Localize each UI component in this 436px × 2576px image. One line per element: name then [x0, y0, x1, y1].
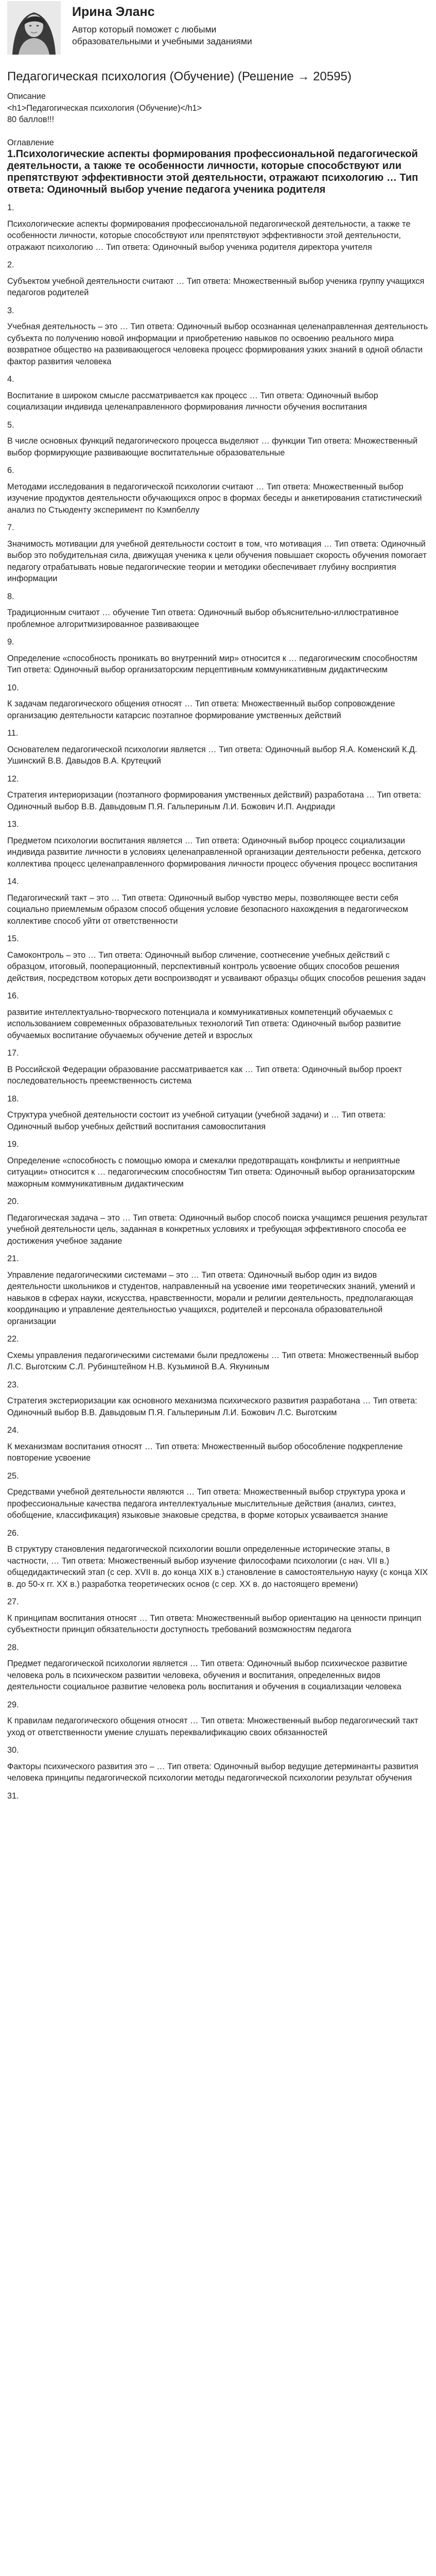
- question-text: Стратегия экстериоризации как основного механизма психического развития разработана … Тип ответа: Одиночный выбор В.В. Давыдовым П.Я. Гальпериным Л.И. Божович Л.С. Выготским: [7, 1396, 417, 1417]
- question-text: К правилам педагогического общения относят … Тип ответа: Множественный выбор педагогический такт уход от ответственности умение слушать переквалификацию своих обязанностей: [7, 1716, 418, 1737]
- question-text: Учебная деятельность – это … Тип ответа: Одиночный выбор осознанная целенаправленная деятельность субъекта по получению новой информации и приобретению навыков по освоению реального мира возвратное общество на развивающегося человека процесс формирования узких знаний в одной области фактор развития человека: [7, 322, 428, 366]
- toc-heading[interactable]: 1.Психологические аспекты формирования профессиональной педагогической деятельности, а также те особенности личности, которые способствуют или препятствуют эффективности этой деятельности, отражают психологию … Тип ответа: Одиночный выбор учение педагога ученика родителя: [7, 148, 418, 195]
- question-number: 30.: [7, 1745, 19, 1755]
- question-text: Управление педагогическими системами – это … Тип ответа: Одиночный выбор один из видов деятельности школьников и студентов, направленный на усвоение ими теоретических знаний, умений и навыков в сферах науки, искусства, нравственности, морали и религии деятельность, предполагающая координацию и управление деятельностью учащихся, родителей и персонала образовательной организации: [7, 1270, 415, 1326]
- question-number: 24.: [7, 1426, 19, 1435]
- question-number: 13.: [7, 820, 19, 829]
- question-text: развитие интеллектуально-творческого потенциала и коммуникативных компетенций обучаемых с использованием современных образовательных технологий Тип ответа: Одиночный выбор развитие обучаемых воспитание обучаемых обучение детей и взрослых: [7, 1007, 401, 1040]
- page-title: Педагогическая психология (Обучение) (Решение → 20595): [7, 70, 352, 83]
- author-avatar[interactable]: [7, 1, 61, 55]
- question-text: Методами исследования в педагогической психологии считают … Тип ответа: Множественный выбор изучение продуктов деятельности обучающихся опрос в формах беседы и анкетирования статистический анализ по Стьюденту эксперимент по Кэмпбеллу: [7, 482, 422, 515]
- question-text: Предметом психологии воспитания является … Тип ответа: Одиночный выбор процесс социализации индивида развитие личности в условиях целенаправленной организации деятельности ребенка, детского коллектива процесс целенаправленного формирования личности процесс обучения процесс воспитания: [7, 836, 421, 869]
- question-text: Субъектом учебной деятельности считают … Тип ответа: Множественный выбор ученика группу учащихся педагогов родителей: [7, 276, 425, 297]
- question-number: 5.: [7, 420, 14, 430]
- question-number: 6.: [7, 466, 14, 475]
- question-text: Средствами учебной деятельности являются … Тип ответа: Множественный выбор структура урока и профессиональные качества педагога интеллектуальные мыслительные действия (анализ, синтез, обобщение, классификация) языковые знаковые средства, в форме которых усваивается знание: [7, 1487, 406, 1520]
- question-number: 23.: [7, 1380, 19, 1389]
- question-text: Самоконтроль – это … Тип ответа: Одиночный выбор сличение, соотнесение учебных действий с образцом, итоговый, пооперационный, перспективный контроль усвоение общих способов решения действия, посредством которых дети воспроизводят и усваивают образцы общих способов решения задач: [7, 950, 426, 983]
- question-text: Определение «способность проникать во внутренний мир» относится к … педагогическим способностям Тип ответа: Одиночный выбор организаторским перцептивным коммуникативным дидактическим: [7, 653, 417, 674]
- question-number: 28.: [7, 1642, 19, 1652]
- question-text: Факторы психического развития это – … Тип ответа: Одиночный выбор ведущие детерминанты развития человека принципы педагогической психологии методы педагогической психологии результат обучения: [7, 1761, 418, 1783]
- question-text: В Российской Федерации образование рассматривается как … Тип ответа: Одиночный выбор проект последовательность преемственность система: [7, 1064, 403, 1086]
- toc-label: Оглавление: [7, 138, 54, 147]
- question-text: Основателем педагогической психологии является … Тип ответа: Одиночный выбор Я.А. Коменский К.Д. Ушинский В.В. Давыдов В.А. Крутецкий: [7, 744, 417, 766]
- toc-section: [7, 137, 429, 196]
- description-line: <h1>Педагогическая психология (Обучение)</h1>: [7, 103, 202, 113]
- question-number: 17.: [7, 1048, 19, 1058]
- question-text: К механизмам воспитания относят … Тип ответа: Множественный выбор обособление подкрепление повторение усвоение: [7, 1442, 403, 1463]
- question-number: 31.: [7, 1791, 19, 1801]
- question-text: Структура учебной деятельности состоит из учебной ситуации (учебной задачи) и … Тип ответа: Одиночный выбор учебных действий воспитания самовоспитания: [7, 1110, 386, 1131]
- question-text: Воспитание в широком смысле рассматривается как процесс … Тип ответа: Одиночный выбор социализации индивида целенаправленного формирования личности обучения воспитания: [7, 391, 378, 412]
- question-text: Значимость мотивации для учебной деятельности состоит в том, что мотивация … Тип ответа: Одиночный выбор это побудительная сила, движущая ученика к цели обучения повышает скорость обучения помогает педагогу отрабатывать новые педагогические теории и методики обеспечивает глубину восприятия информации: [7, 539, 427, 583]
- description-line: 80 баллов!!!: [7, 115, 55, 124]
- question-number: 3.: [7, 306, 14, 315]
- question-number: 12.: [7, 774, 19, 784]
- description-section: [7, 91, 429, 126]
- question-number: 10.: [7, 683, 19, 692]
- question-number: 18.: [7, 1094, 19, 1104]
- question-list: [7, 202, 429, 1802]
- question-number: 2.: [7, 260, 14, 269]
- description-label: Описание: [7, 92, 46, 101]
- question-text: К задачам педагогического общения относят … Тип ответа: Множественный выбор сопровождение организацию деятельности катарсис поэтапное формирование умственных действий: [7, 699, 395, 720]
- question-number: 15.: [7, 934, 19, 943]
- question-text: В числе основных функций педагогического процесса выделяют … функции Тип ответа: Множественный выбор формирующие развивающие воспитательные образовательные: [7, 436, 418, 457]
- question-text: Определение «способность с помощью юмора и смекалки предотвращать конфликты и неприятные ситуации» относится к … педагогическим способностям Тип ответа: Одиночный выбор организаторским мажорным коммуникативным дидактическим: [7, 1156, 415, 1189]
- question-number: 1.: [7, 203, 14, 212]
- question-number: 9.: [7, 637, 14, 647]
- question-number: 16.: [7, 991, 19, 1001]
- question-number: 25.: [7, 1471, 19, 1481]
- question-text: Стратегия интериоризации (поэтапного формирования умственных действий) разработана … Тип ответа: Одиночный выбор В.В. Давыдовым П.Я. Гальпериным Л.И. Божович И.П. Андриади: [7, 790, 421, 811]
- question-number: 7.: [7, 523, 14, 532]
- question-number: 19.: [7, 1140, 19, 1149]
- question-text: Предмет педагогической психологии является … Тип ответа: Одиночный выбор психическое развитие человека роль в психическом развитии человека, обучения и воспитания, определенных видов деятельности социальное развитие человека роль воспитания и обучения в социализации человека: [7, 1659, 408, 1691]
- question-number: 29.: [7, 1700, 19, 1709]
- question-number: 22.: [7, 1334, 19, 1344]
- question-text: Схемы управления педагогическими системами были предложены … Тип ответа: Множественный выбор Л.С. Выготским С.Л. Рубинштейном Н.В. Кузьминой В.А. Якуниным: [7, 1350, 419, 1371]
- question-text: Педагогическая задача – это … Тип ответа: Одиночный выбор способ поиска учащимся решения результат учебной деятельности цель, заданная в конкретных условиях и требующая эффективного способа ее достижения учебное задание: [7, 1213, 428, 1246]
- author-description: Автор который поможет с любыми образовательными и учебными заданиями: [72, 24, 252, 46]
- author-name[interactable]: Ирина Эланс: [72, 5, 155, 19]
- question-number: 21.: [7, 1254, 19, 1263]
- question-number: 8.: [7, 591, 14, 601]
- question-number: 27.: [7, 1597, 19, 1606]
- question-number: 4.: [7, 375, 14, 384]
- question-number: 11.: [7, 728, 19, 738]
- question-text: В структуру становления педагогической психологии вошли определенные исторические этапы, в частности, … Тип ответа: Множественный выбор изучение философами психологии (с нач. VII в.) общедидактический этап (с сер. XVII в. до конца XIX в.) становление в самостоятельную науку (с конца XIX в. до 50-х гг. XX в.) разработка теоретических основ (с сер. XX в. до настоящего времени): [7, 1545, 428, 1589]
- question-number: 26.: [7, 1528, 19, 1538]
- question-text: Педагогический такт – это … Тип ответа: Одиночный выбор чувство меры, позволяющее вести себя социально приемлемым образом способ общения условие безопасного нахождения в педагогическом коллективе способ уйти от ответственности: [7, 893, 408, 926]
- author-info: [72, 1, 288, 47]
- woman-portrait-icon: [7, 1, 61, 55]
- question-text: Традиционным считают … обучение Тип ответа: Одиночный выбор объяснительно-иллюстративное проблемное алгоритмизированное развивающее: [7, 608, 399, 629]
- question-text: Психологические аспекты формирования профессиональной педагогической деятельности, а также те особенности личности, которые способствуют или препятствуют эффективности этой деятельности, отражают психологию … Тип ответа: Одиночный выбор ученика родителя директора учителя: [7, 219, 411, 252]
- question-number: 20.: [7, 1197, 19, 1206]
- question-text: К принципам воспитания относят … Тип ответа: Множественный выбор ориентацию на ценности принцип субъектности принцип обязательности доступность требований возможностям педагога: [7, 1613, 422, 1634]
- question-number: 14.: [7, 877, 19, 886]
- author-header: [7, 0, 429, 58]
